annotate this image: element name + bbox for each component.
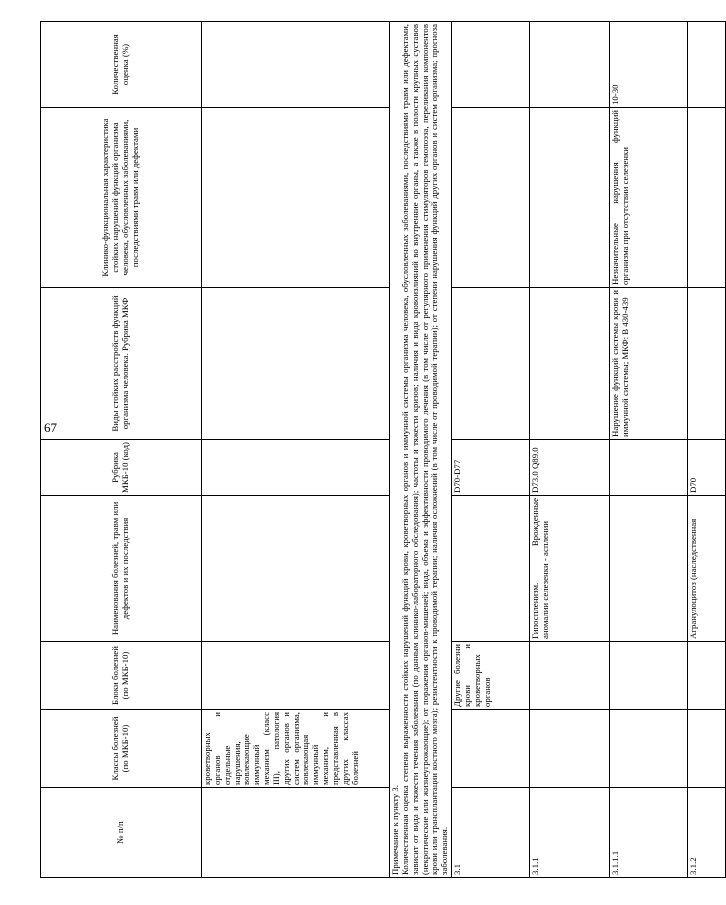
header-code: Рубрика МКБ-10 (код): [41, 440, 202, 496]
row-disorder: [452, 288, 530, 440]
header-disorder: Виды стойких расстройств функций организма человека. Рубрика МКФ: [41, 288, 202, 440]
row-characteristic: [688, 108, 726, 288]
row-characteristic: [530, 108, 610, 288]
row-class: [452, 710, 530, 788]
note-cell: [390, 22, 452, 878]
table-row: [452, 22, 530, 878]
header-characteristic: Клинико-функциональная характеристика стойких нарушений функций организма человека, обусловленных заболеваниями, последствиями травм или дефектами: [41, 108, 202, 288]
row-block: Другие болезни крови и кроветворных органов: [452, 642, 530, 710]
row-code: [610, 440, 688, 496]
row-code: D73.0 Q89.0: [530, 440, 610, 496]
header-assessment: Количественная оценка (%): [41, 22, 202, 108]
continued-block: [202, 642, 390, 710]
continued-code: [202, 440, 390, 496]
table-row: [688, 22, 726, 878]
row-assessment: [688, 22, 726, 108]
continued-class: кроветворных органов и отдельные нарушения, вовлекающие иммунный механизм (класс III), патология других органов и систем организма, вовлекающая иммунный механизм, и представленная в других классах болезней: [202, 710, 390, 788]
row-block: [688, 642, 726, 710]
continued-assessment: [202, 22, 390, 108]
header-class: Классы болезней (по МКБ-10): [41, 710, 202, 788]
continued-disorder: [202, 288, 390, 440]
table-header-row: [41, 22, 202, 878]
row-characteristic: [452, 108, 530, 288]
continued-row: [202, 22, 390, 878]
header-num: № п/п: [41, 788, 202, 878]
continued-characteristic: [202, 108, 390, 288]
row-class: [688, 710, 726, 788]
continued-disease: [202, 496, 390, 642]
row-num: 3.1.1: [530, 788, 610, 878]
row-class: [530, 710, 610, 788]
continued-num: [202, 788, 390, 878]
row-characteristic: Незначительные нарушения функций организма при отсутствии селезенки: [610, 108, 688, 288]
row-disease: [610, 496, 688, 642]
row-num: 3.1.2: [688, 788, 726, 878]
table-row: [530, 22, 610, 878]
row-disease: Гипоспленизм. Врожденные аномалии селезенки - асплении: [530, 496, 610, 642]
row-disease: Агранулоцитоз (наследственная: [688, 496, 726, 642]
header-disease: Наименования болезней, травм или дефектов и их последствия: [41, 496, 202, 642]
row-disorder: [688, 288, 726, 440]
note-title: Примечание к пункту 3.: [390, 785, 400, 875]
row-num: 3.1: [452, 788, 530, 878]
row-assessment: [452, 22, 530, 108]
row-disease: [452, 496, 530, 642]
row-block: [530, 642, 610, 710]
row-class: [610, 710, 688, 788]
note-text: Количественная оценка степени выраженности стойких нарушений функций крови, кроветворных органов и иммунной системы организма человека, обусловленных заболеваниями, последствиями травм или дефектами, зависит от вида и тяжести течения заболевания (по данным клинико-лабораторного обследования); частоты и тяжести кризов; наличия и вида кровоизлияний во внутренние органы, а также в полости крупных суставов (некротические или жизнеугрожающие); от поражения органов-мишеней; вида, объема и эффективности проводимого лечения (в том числе от регулярного применения стимуляторов гемопоэза, переливания компонентов крови или трансплантации костного мозга); резистентности к проводимой терапии; наличия осложнений (в том числе от проводимой терапии); от степени нарушения функций других органов и систем организма; прогноза заболевания.: [399, 24, 450, 875]
table-row: [610, 22, 688, 878]
row-code: D70: [688, 440, 726, 496]
row-block: [610, 642, 688, 710]
row-assessment: [530, 22, 610, 108]
header-block: Блоки болезней (по МКБ-10): [41, 642, 202, 710]
row-disorder: Нарушение функций системы крови и иммунной системы; МКФ: В 430-439: [610, 288, 688, 440]
row-disorder: [530, 288, 610, 440]
disease-table: [40, 21, 726, 878]
note-row: [390, 22, 452, 878]
row-num: 3.1.1.1: [610, 788, 688, 878]
row-code: D70-D77: [452, 440, 530, 496]
page-number: 67: [44, 420, 57, 435]
rotated-page: [40, 22, 699, 878]
row-assessment: 10-30: [610, 22, 688, 108]
